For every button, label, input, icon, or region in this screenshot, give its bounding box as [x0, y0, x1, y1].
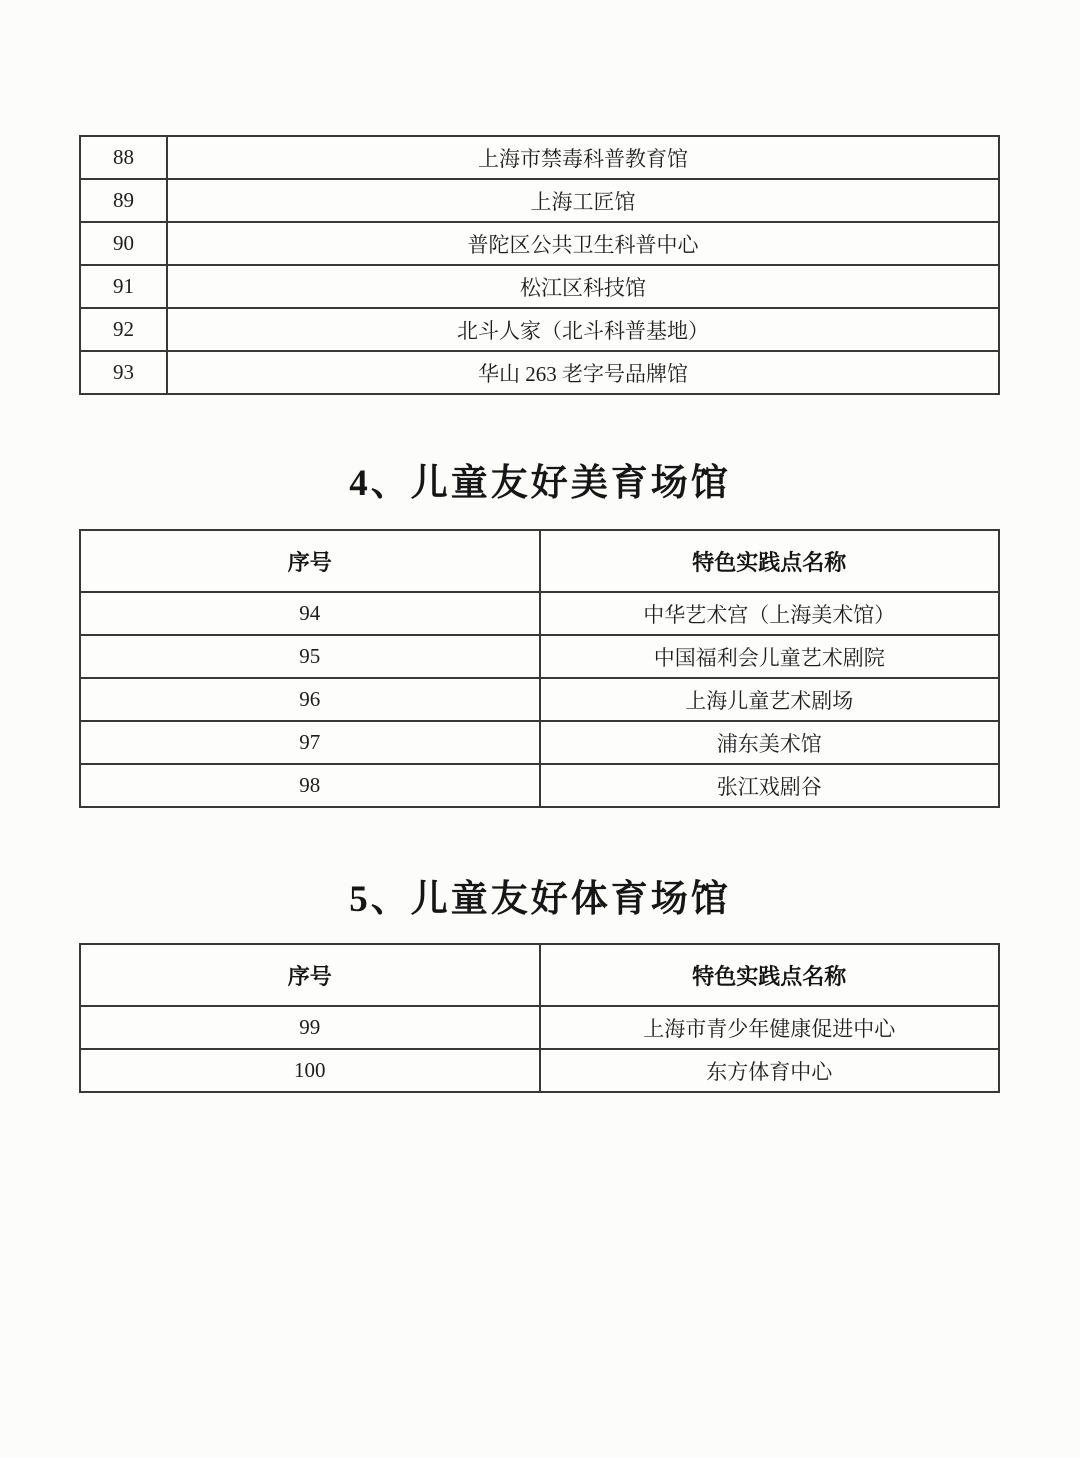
row-number: 89 — [80, 179, 167, 222]
table-header-row — [80, 530, 999, 592]
table-row — [80, 136, 999, 179]
venue-name: 浦东美术馆 — [540, 721, 1000, 764]
table-row — [80, 222, 999, 265]
venue-name: 东方体育中心 — [540, 1049, 1000, 1092]
column-header-venue-name: 特色实践点名称 — [540, 530, 1000, 592]
column-header-number: 序号 — [80, 944, 540, 1006]
venue-name: 华山 263 老字号品牌馆 — [167, 351, 999, 394]
table-row — [80, 592, 999, 635]
table-row — [80, 308, 999, 351]
row-number: 88 — [80, 136, 167, 179]
venue-name: 中华艺术宫（上海美术馆） — [540, 592, 1000, 635]
table-row — [80, 1006, 999, 1049]
table-row — [80, 1049, 999, 1092]
section-heading-art-venues: 4、儿童友好美育场馆 — [349, 463, 731, 504]
row-number: 91 — [80, 265, 167, 308]
table-header-row — [80, 944, 999, 1006]
venue-name: 上海市禁毒科普教育馆 — [167, 136, 999, 179]
venue-name: 松江区科技馆 — [167, 265, 999, 308]
column-header-venue-name: 特色实践点名称 — [540, 944, 1000, 1006]
row-number: 95 — [80, 635, 540, 678]
venue-name: 上海工匠馆 — [167, 179, 999, 222]
row-number: 94 — [80, 592, 540, 635]
row-number: 92 — [80, 308, 167, 351]
row-number: 96 — [80, 678, 540, 721]
table-row — [80, 635, 999, 678]
row-number: 93 — [80, 351, 167, 394]
row-number: 90 — [80, 222, 167, 265]
table-row — [80, 764, 999, 807]
table-row — [80, 179, 999, 222]
section-heading-sports-venues: 5、儿童友好体育场馆 — [349, 879, 731, 920]
venue-name: 上海市青少年健康促进中心 — [540, 1006, 1000, 1049]
row-number: 100 — [80, 1049, 540, 1092]
venue-name: 上海儿童艺术剧场 — [540, 678, 1000, 721]
table-row — [80, 265, 999, 308]
row-number: 97 — [80, 721, 540, 764]
table-row — [80, 351, 999, 394]
venue-table-art — [79, 529, 1000, 808]
column-header-number: 序号 — [80, 530, 540, 592]
venue-name: 普陀区公共卫生科普中心 — [167, 222, 999, 265]
venue-name: 北斗人家（北斗科普基地） — [167, 308, 999, 351]
venue-name: 张江戏剧谷 — [540, 764, 1000, 807]
venue-table-continuation — [79, 135, 1000, 395]
venue-table-sports — [79, 943, 1000, 1093]
venue-name: 中国福利会儿童艺术剧院 — [540, 635, 1000, 678]
row-number: 99 — [80, 1006, 540, 1049]
table-row — [80, 678, 999, 721]
row-number: 98 — [80, 764, 540, 807]
table-row — [80, 721, 999, 764]
